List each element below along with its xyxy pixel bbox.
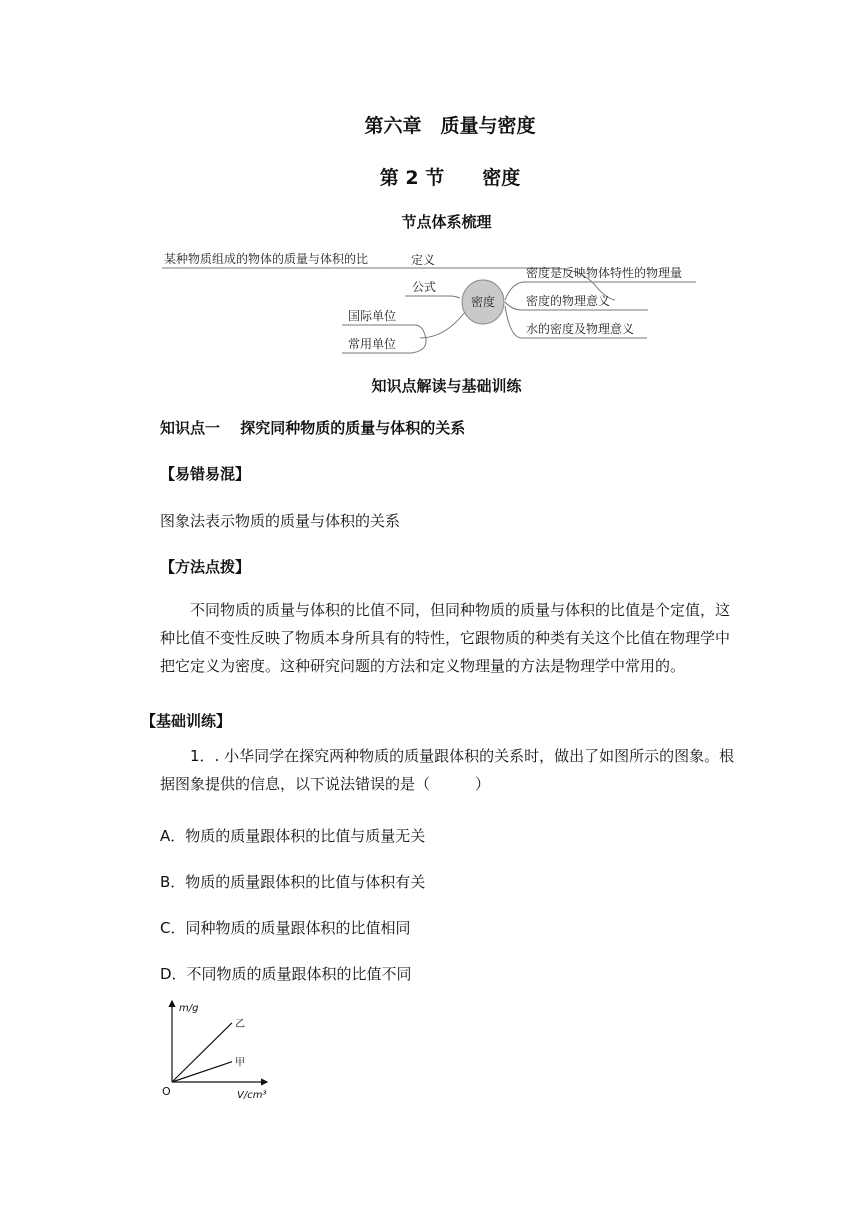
y-axis-label: m/g: [179, 1003, 199, 1014]
method-text: 不同物质的质量与体积的比值不同，但同种物质的质量与体积的比值是个定值，这种比值不变性反映了物质本身所具有的特性，它跟物质的种类有关这个比值在物理学中把它定义为密度。这种研究问题的方法和定义物理量的方法是物理学中常用的。: [160, 601, 731, 675]
right-item-2: 密度的物理意义: [526, 294, 611, 308]
outline-heading: 节点体系梳理: [401, 213, 492, 231]
origin-label: O: [162, 1085, 171, 1098]
unit-bracket: [412, 325, 426, 353]
right-item-1: 密度是反映物体特性的物理量: [526, 266, 683, 280]
x-axis-label: V/cm³: [237, 1090, 267, 1101]
right-branch-3: [505, 306, 522, 338]
confusion-text: 图象法表示物质的质量与体积的关系: [160, 512, 401, 530]
formula-label: 公式: [412, 280, 437, 294]
option-a: A．物质的质量跟体积的比值与质量无关: [160, 827, 426, 845]
option-c: C．同种物质的质量跟体积的比值相同: [160, 919, 411, 937]
series-line-0: [172, 1023, 232, 1082]
unit-branch: [420, 312, 465, 338]
series-label-0: 乙: [235, 1018, 245, 1030]
definition-label: 定义: [411, 253, 436, 267]
series-line-1: [172, 1062, 232, 1082]
series-label-1: 甲: [235, 1057, 245, 1069]
method-label: 【方法点拨】: [160, 558, 251, 576]
basic-training-label: 【基础训练】: [141, 712, 232, 730]
question-stem: 1．. 小华同学在探究两种物质的质量跟体积的关系时，做出了如图所示的图象。根据图象提供的信息，以下说法错误的是（ ）: [160, 747, 735, 793]
knowledge-point-title: 知识点一 探究同种物质的质量与体积的关系: [160, 419, 466, 437]
option-d: D．不同物质的质量跟体积的比值不同: [160, 965, 412, 983]
right-item-3: 水的密度及物理意义: [526, 322, 635, 336]
concept-map: [150, 240, 710, 360]
definition-text: 某种物质组成的物体的质量与体积的比: [164, 252, 369, 266]
mass-volume-chart: [155, 995, 285, 1105]
unit-common-label: 常用单位: [348, 337, 397, 351]
unit-intl-label: 国际单位: [348, 309, 397, 323]
right-branch-1: [505, 282, 525, 300]
option-b: B．物质的质量跟体积的比值与体积有关: [160, 873, 426, 891]
section-title: 第 2 节 密度: [379, 167, 521, 189]
confusion-label: 【易错易混】: [160, 465, 251, 483]
center-label: 密度: [470, 295, 496, 309]
chapter-title: 第六章 质量与密度: [364, 115, 536, 137]
right-branch-2: [505, 302, 522, 310]
knowledge-heading: 知识点解读与基础训练: [371, 377, 522, 395]
formula-branch: [450, 296, 460, 298]
